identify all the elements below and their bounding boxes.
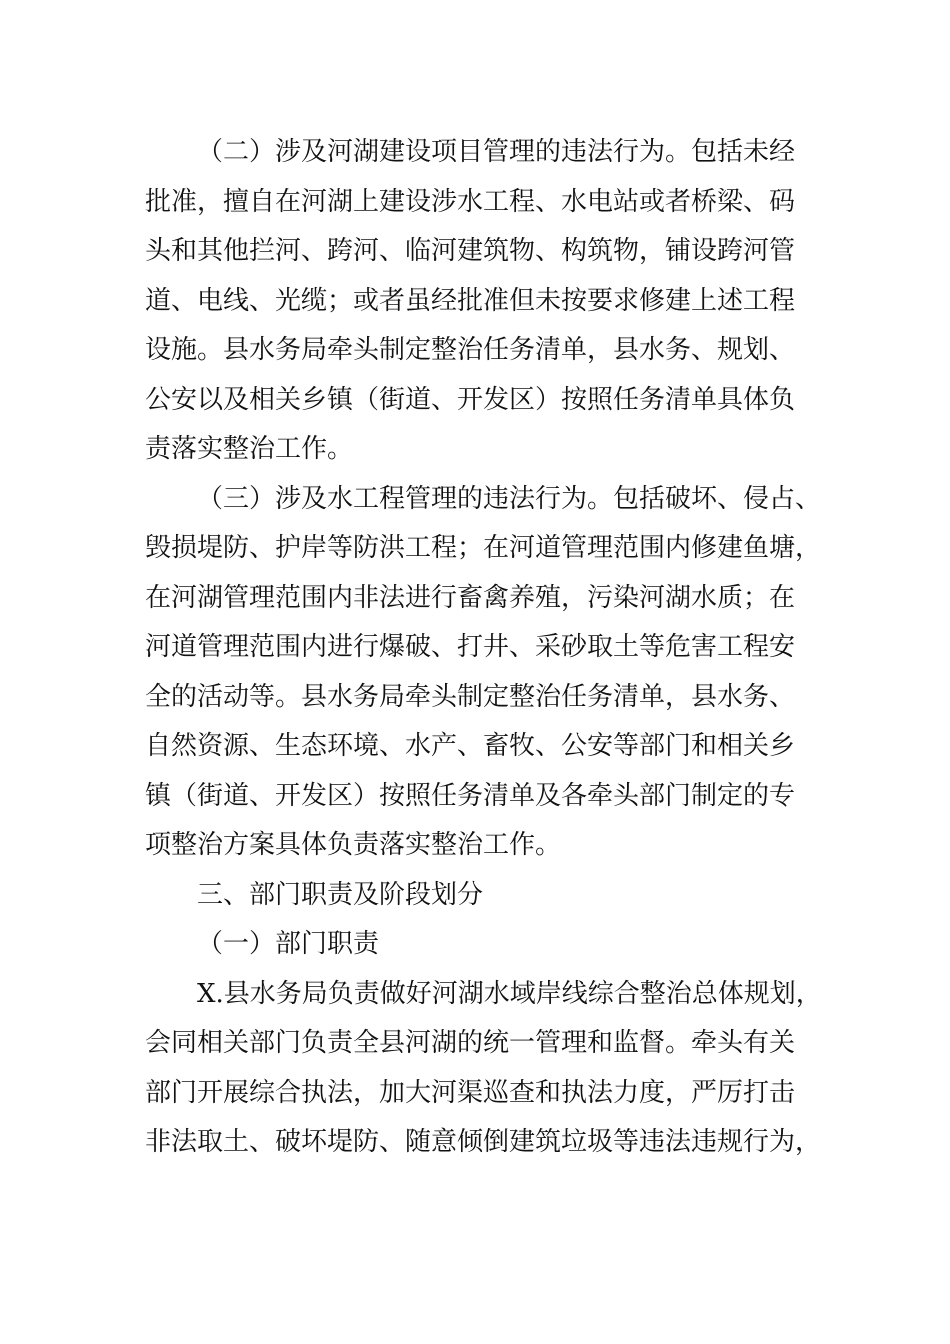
- duties-paragraph-line-2: 会同相关部门负责全县河湖的统一管理和监督。牵头有关: [145, 1028, 796, 1058]
- subsection-heading-1: （一）部门职责: [197, 929, 380, 959]
- paragraph-3-line-4: 河道管理范围内进行爆破、打井、采砂取土等危害工程安: [145, 632, 796, 662]
- document-body: [145, 128, 822, 1168]
- paragraph-3-line-7: 镇（街道、开发区）按照任务清单及各牵头部门制定的专: [145, 780, 796, 811]
- paragraph-2-line-4: 道、电线、光缆；或者虽经批准但未按要求修建上述工程: [145, 285, 796, 316]
- paragraph-3-line-3: 在河湖管理范围内非法进行畜禽养殖，污染河湖水质；在: [145, 582, 796, 613]
- paragraph-3-line-2: 毁损堤防、护岸等防洪工程；在河道管理范围内修建鱼塘，: [145, 533, 822, 563]
- paragraph-3-line-6: 自然资源、生态环境、水产、畜牧、公安等部门和相关乡: [145, 731, 796, 761]
- duties-paragraph-line-1: X.县水务局负责做好河湖水域岸线综合整治总体规划，: [197, 978, 822, 1009]
- duties-paragraph-line-4: 非法取土、破坏堤防、随意倾倒建筑垃圾等违法违规行为，: [145, 1127, 822, 1157]
- paragraph-2-line-6: 公安以及相关乡镇（街道、开发区）按照任务清单具体负: [145, 384, 796, 415]
- section-heading-3: 三、部门职责及阶段划分: [197, 879, 484, 910]
- paragraph-2-line-3: 头和其他拦河、跨河、临河建筑物、构筑物，铺设跨河管: [145, 236, 796, 266]
- paragraph-3-line-1: （三）涉及水工程管理的违法行为。包括破坏、侵占、: [197, 483, 822, 514]
- paragraph-2-line-7: 责落实整治工作。: [145, 434, 354, 464]
- paragraph-2-line-2: 批准，擅自在河湖上建设涉水工程、水电站或者桥梁、码: [145, 186, 796, 217]
- paragraph-2-line-5: 设施。县水务局牵头制定整治任务清单，县水务、规划、: [145, 335, 796, 365]
- paragraph-3-line-5: 全的活动等。县水务局牵头制定整治任务清单，县水务、: [145, 681, 796, 712]
- paragraph-2-line-1: （二）涉及河湖建设项目管理的违法行为。包括未经: [197, 137, 796, 167]
- duties-paragraph-line-3: 部门开展综合执法，加大河渠巡查和执法力度，严厉打击: [145, 1077, 796, 1108]
- paragraph-3-line-8: 项整治方案具体负责落实整治工作。: [145, 830, 562, 860]
